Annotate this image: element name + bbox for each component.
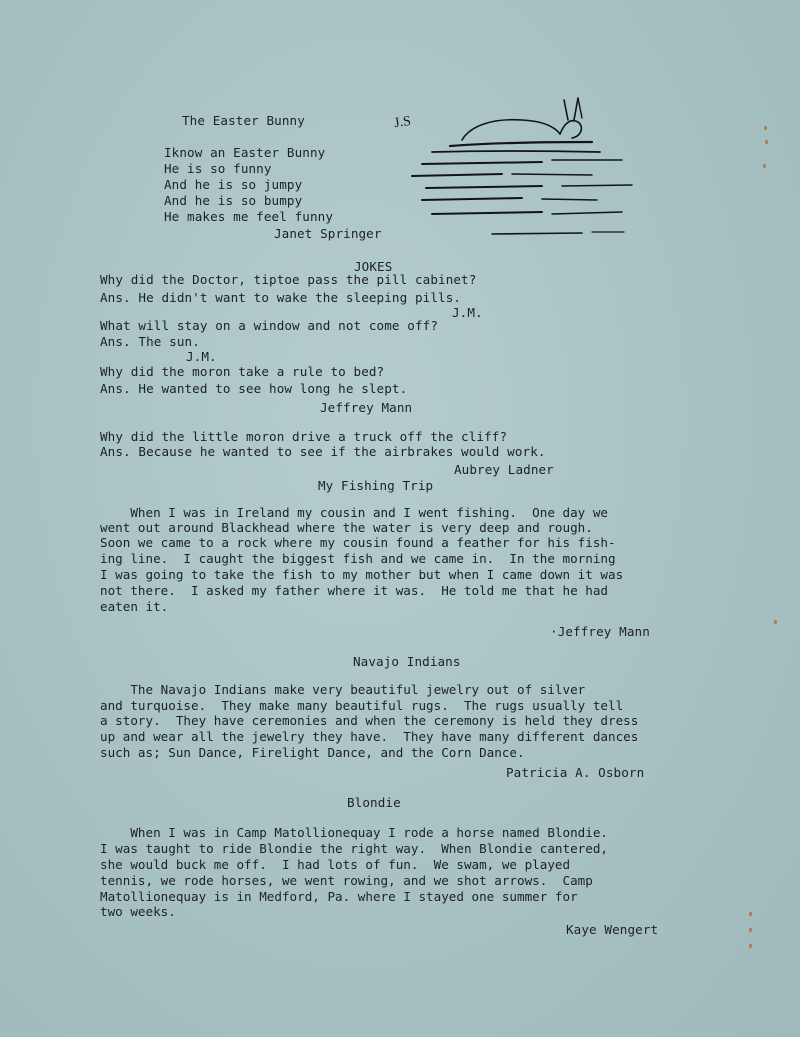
joke-answer: Ans. Because he wanted to see if the airbrakes would work. xyxy=(100,444,546,459)
fishing-title: My Fishing Trip xyxy=(318,478,434,493)
navajo-line: a story. They have ceremonies and when the ceremony is held they dress xyxy=(100,713,639,728)
blondie-line: When I was in Camp Matollionequay I rode a horse named Blondie. xyxy=(100,825,608,840)
blondie-line: tennis, we rode horses, we went rowing, and we shot arrows. Camp xyxy=(100,873,593,888)
fishing-line: When I was in Ireland my cousin and I went fishing. One day we xyxy=(100,505,608,520)
joke-author: Jeffrey Mann xyxy=(320,400,413,415)
navajo-author: Patricia A. Osborn xyxy=(506,765,645,780)
poem-line: And he is so bumpy xyxy=(164,193,303,208)
joke-question: Why did the Doctor, tiptoe pass the pill cabinet? xyxy=(100,272,477,287)
joke-answer: Ans. He didn't want to wake the sleeping pills. xyxy=(100,290,462,305)
poem-author: Janet Springer xyxy=(274,226,382,241)
navajo-line: The Navajo Indians make very beautiful jewelry out of silver xyxy=(100,682,586,697)
fishing-author: ·Jeffrey Mann xyxy=(550,624,650,639)
sketch-initials: J.S xyxy=(393,113,412,132)
blondie-title: Blondie xyxy=(347,795,401,810)
navajo-line: such as; Sun Dance, Firelight Dance, and the Corn Dance. xyxy=(100,745,525,760)
staple-mark xyxy=(765,140,768,144)
easter-title: The Easter Bunny xyxy=(182,113,305,128)
joke-question: Why did the moron take a rule to bed? xyxy=(100,364,385,379)
navajo-line: up and wear all the jewelry they have. They have many different dances xyxy=(100,729,639,744)
staple-mark xyxy=(749,928,752,932)
poem-line: He makes me feel funny xyxy=(164,209,334,224)
staple-mark xyxy=(763,164,766,168)
fishing-line: ing line. I caught the biggest fish and we came in. In the morning xyxy=(100,551,616,566)
navajo-line: and turquoise. They make many beautiful rugs. The rugs usually tell xyxy=(100,698,624,713)
blondie-line: two weeks. xyxy=(100,904,176,919)
fishing-author-name: Jeffrey Mann xyxy=(557,624,650,639)
fishing-line: not there. I asked my father where it was. He told me that he had xyxy=(100,583,608,598)
joke-question: Why did the little moron drive a truck off the cliff? xyxy=(100,429,508,444)
staple-mark xyxy=(774,620,777,624)
jokes-title: JOKES xyxy=(354,259,393,274)
poem-line: He is so funny xyxy=(164,161,272,176)
poem-line: And he is so jumpy xyxy=(164,177,303,192)
joke-answer: Ans. The sun. xyxy=(100,334,200,349)
blondie-line: she would buck me off. I had lots of fun. We swam, we played xyxy=(100,857,571,872)
staple-mark xyxy=(749,944,752,948)
blondie-line: I was taught to ride Blondie the right way. When Blondie cantered, xyxy=(100,841,608,856)
staple-mark xyxy=(764,126,767,130)
blondie-author: Kaye Wengert xyxy=(566,922,659,937)
navajo-title: Navajo Indians xyxy=(353,654,461,669)
staple-mark xyxy=(749,912,752,916)
blondie-line: Matollionequay is in Medford, Pa. where I stayed one summer for xyxy=(100,889,578,904)
joke-question: What will stay on a window and not come off? xyxy=(100,318,439,333)
fishing-line: Soon we came to a rock where my cousin found a feather for his fish- xyxy=(100,535,616,550)
joke-author: J.M. xyxy=(452,305,483,320)
fishing-line: eaten it. xyxy=(100,599,169,614)
bunny-sketch xyxy=(392,96,642,246)
fishing-line: I was going to take the fish to my mother but when I came down it was xyxy=(100,567,624,582)
fishing-line: went out around Blackhead where the water is very deep and rough. xyxy=(100,520,593,535)
poem-line: Iknow an Easter Bunny xyxy=(164,145,326,160)
joke-answer: Ans. He wanted to see how long he slept. xyxy=(100,381,408,396)
joke-author: Aubrey Ladner xyxy=(454,462,554,477)
joke-author: J.M. xyxy=(186,349,217,364)
